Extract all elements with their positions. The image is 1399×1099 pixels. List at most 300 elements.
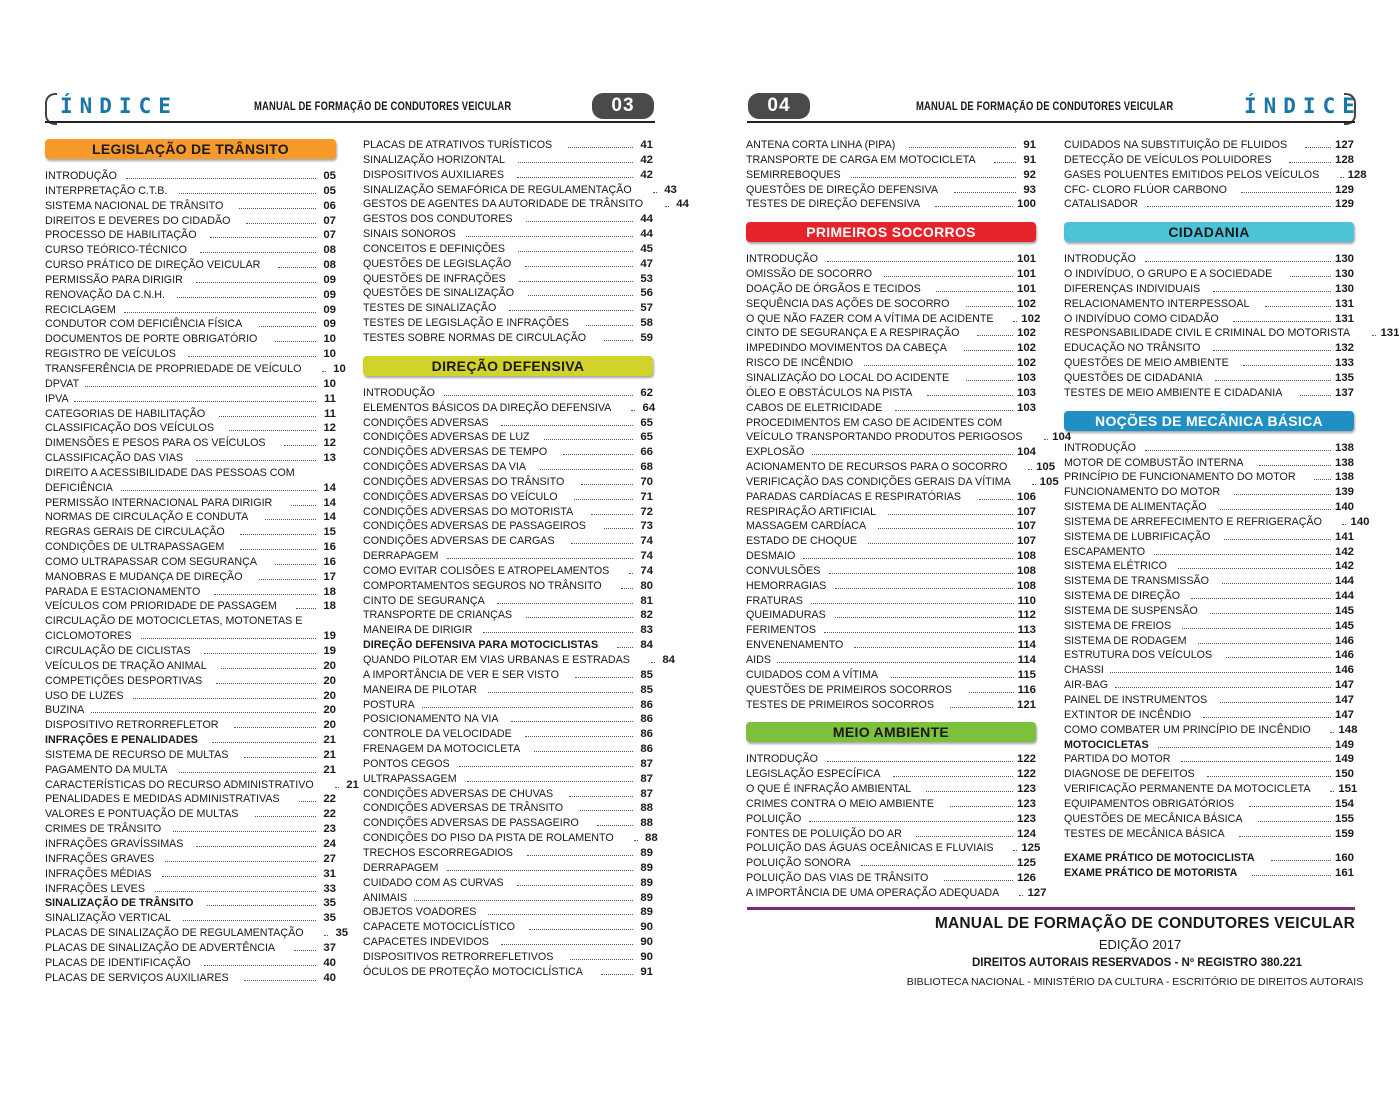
toc-entry[interactable] (363, 965, 653, 980)
toc-entry[interactable] (45, 273, 336, 288)
toc-entry[interactable] (746, 827, 1036, 842)
toc-entry-title: CHASSI (1064, 664, 1104, 677)
toc-entry[interactable] (746, 138, 1036, 153)
toc-entry-title: POLUIÇÃO DAS ÁGUAS OCEÂNICAS E FLUVIAIS (746, 842, 994, 855)
toc-entry[interactable] (1064, 604, 1354, 619)
toc-entry[interactable] (363, 316, 653, 331)
toc-entry-page: 21 (346, 778, 359, 791)
toc-entry[interactable] (45, 882, 336, 897)
dot-leader (422, 707, 633, 708)
toc-entry[interactable] (746, 416, 1072, 446)
toc-entry-page: 102 (1021, 312, 1041, 325)
toc-entry[interactable] (45, 852, 336, 867)
dot-leader (141, 638, 316, 639)
toc-entry[interactable] (363, 816, 653, 831)
toc-entry[interactable] (746, 505, 1036, 520)
toc-entry-title: CLASSIFICAÇÃO DAS VIAS (45, 452, 184, 465)
toc-entry[interactable] (363, 549, 653, 564)
toc-entry[interactable] (45, 644, 336, 659)
toc-entry[interactable] (45, 822, 336, 837)
toc-entry[interactable] (1064, 441, 1354, 456)
toc-entry[interactable] (746, 812, 1036, 827)
toc-entry[interactable] (1064, 782, 1358, 797)
toc-entry[interactable] (45, 659, 336, 674)
toc-entry[interactable] (746, 341, 1036, 356)
toc-entry[interactable] (1064, 559, 1354, 574)
toc-entry[interactable] (746, 668, 1036, 683)
toc-entry[interactable] (1064, 326, 1399, 341)
toc-entry[interactable] (1064, 138, 1354, 153)
toc-entry[interactable] (45, 258, 336, 273)
toc-entry[interactable] (45, 792, 336, 807)
toc-entry[interactable] (1064, 470, 1354, 485)
toc-entry-page: 139 (1334, 486, 1354, 499)
toc-entry-title: CUIDADOS COM A VÍTIMA (746, 668, 879, 681)
toc-entry-page: 16 (323, 555, 336, 568)
toc-entry[interactable] (746, 490, 1036, 505)
toc-entry[interactable] (1064, 634, 1354, 649)
toc-entry[interactable] (1064, 663, 1354, 678)
toc-entry[interactable] (45, 288, 336, 303)
toc-entry-title: SISTEMA DE DIREÇÃO (1064, 590, 1181, 603)
dot-leader (265, 519, 316, 520)
toc-entry-title: RELACIONAMENTO INTERPESSOAL (1064, 297, 1250, 310)
toc-entry[interactable] (363, 416, 653, 431)
toc-entry[interactable] (746, 856, 1036, 871)
toc-entry[interactable] (45, 421, 336, 436)
toc-entry[interactable] (746, 534, 1036, 549)
toc-entry[interactable] (363, 197, 689, 212)
toc-entry[interactable] (45, 377, 336, 392)
toc-entry[interactable] (363, 460, 653, 475)
section-gap (1064, 212, 1354, 222)
dot-leader (651, 662, 655, 663)
toc-entry[interactable] (45, 867, 336, 882)
toc-entry[interactable] (746, 623, 1036, 638)
toc-entry-title: PERMISSÃO PARA DIRIGIR (45, 273, 183, 286)
dot-leader (488, 692, 633, 693)
toc-entry[interactable] (363, 519, 653, 534)
toc-entry-page: 91 (1023, 153, 1036, 166)
toc-entry[interactable] (746, 168, 1036, 183)
dot-leader (525, 266, 633, 267)
toc-entry[interactable] (363, 153, 653, 168)
toc-entry[interactable] (1064, 738, 1354, 753)
manual-title-left: MANUAL DE FORMAÇÃO DE CONDUTORES VEICULAR (254, 101, 512, 113)
toc-entry[interactable] (746, 326, 1036, 341)
dot-leader (1314, 479, 1331, 480)
toc-entry[interactable] (363, 505, 653, 520)
toc-entry-page: 145 (1334, 619, 1354, 632)
dot-leader (1044, 439, 1048, 440)
toc-entry[interactable] (746, 782, 1036, 797)
toc-entry[interactable] (746, 401, 1036, 416)
toc-entry-page: 105 (1036, 461, 1056, 474)
toc-entry[interactable] (363, 801, 653, 816)
dot-leader (994, 162, 1016, 163)
toc-entry[interactable] (45, 184, 336, 199)
toc-entry[interactable] (1064, 708, 1354, 723)
footer-rights: DIREITOS AUTORAIS RESERVADOS - Nº REGISTRO 380.221 (971, 957, 1303, 969)
dot-leader (534, 751, 633, 752)
toc-entry[interactable] (1064, 515, 1370, 530)
toc-entry[interactable] (746, 767, 1036, 782)
toc-entry[interactable] (45, 436, 336, 451)
toc-entry[interactable] (1064, 545, 1354, 560)
toc-entry[interactable] (45, 585, 336, 600)
toc-entry[interactable] (746, 371, 1036, 386)
toc-entry[interactable] (746, 752, 1036, 767)
toc-entry[interactable] (45, 510, 336, 525)
toc-entry[interactable] (363, 653, 675, 668)
toc-entry-page: 68 (640, 461, 653, 474)
toc-entry[interactable] (45, 466, 336, 496)
dot-leader (1028, 469, 1032, 470)
toc-entry[interactable] (746, 445, 1036, 460)
dot-leader (74, 401, 316, 402)
toc-entry[interactable] (363, 608, 653, 623)
toc-entry[interactable] (363, 727, 653, 742)
toc-entry[interactable] (45, 689, 336, 704)
toc-entry[interactable] (363, 683, 653, 698)
toc-entry[interactable] (45, 570, 336, 585)
toc-entry[interactable] (746, 638, 1036, 653)
toc-entry[interactable] (363, 772, 653, 787)
toc-entry[interactable] (746, 579, 1036, 594)
toc-entry-page: 82 (640, 609, 653, 622)
toc-entry-title: TRECHOS ESCORREGADIOS (363, 846, 513, 859)
dot-leader (604, 528, 633, 529)
toc-entry[interactable] (363, 183, 677, 198)
toc-entry[interactable] (45, 733, 336, 748)
toc-entry-page: 125 (1021, 842, 1041, 855)
toc-entry[interactable] (45, 332, 336, 347)
toc-entry[interactable] (363, 668, 653, 683)
toc-entry[interactable] (45, 778, 359, 793)
dot-leader (1181, 761, 1331, 762)
toc-entry[interactable] (1064, 341, 1354, 356)
toc-entry[interactable] (746, 475, 1059, 490)
toc-entry[interactable] (746, 653, 1036, 668)
toc-entry-page: 91 (640, 965, 653, 978)
toc-entry[interactable] (1064, 574, 1354, 589)
toc-entry[interactable] (45, 911, 336, 926)
toc-entry[interactable] (363, 757, 653, 772)
toc-entry[interactable] (363, 920, 653, 935)
toc-entry-page: 146 (1334, 649, 1354, 662)
toc-entry-title: CONDIÇÕES ADVERSAS DA VIA (363, 461, 527, 474)
toc-entry[interactable] (363, 168, 653, 183)
toc-entry[interactable] (363, 623, 653, 638)
toc-entry[interactable] (363, 212, 653, 227)
dot-leader (1191, 598, 1331, 599)
toc-entry-title: MANEIRA DE PILOTAR (363, 683, 478, 696)
toc-entry[interactable] (45, 451, 336, 466)
toc-entry-title: PAGAMENTO DA MULTA (45, 763, 168, 776)
toc-entry-title: QUEIMADURAS (746, 609, 826, 622)
toc-entry-page: 107 (1016, 520, 1036, 533)
toc-entry-title: DIFERENÇAS INDIVIDUAIS (1064, 282, 1201, 295)
toc-entry[interactable] (45, 228, 336, 243)
toc-entry[interactable] (363, 286, 653, 301)
toc-entry[interactable] (45, 807, 336, 822)
toc-entry[interactable] (363, 638, 653, 653)
toc-entry[interactable] (45, 763, 336, 778)
toc-entry[interactable] (1064, 500, 1354, 515)
toc-entry[interactable] (1064, 866, 1354, 881)
toc-entry-page: 121 (1016, 698, 1036, 711)
toc-entry-page: 08 (323, 244, 336, 257)
toc-entry[interactable] (45, 317, 336, 332)
toc-entry[interactable] (363, 876, 653, 891)
toc-entry[interactable] (363, 430, 653, 445)
dot-leader (812, 454, 1013, 455)
toc-entry[interactable] (45, 169, 336, 184)
toc-entry[interactable] (1064, 183, 1354, 198)
toc-entry[interactable] (45, 362, 346, 377)
toc-entry[interactable] (45, 718, 336, 733)
toc-entry[interactable] (363, 891, 653, 906)
toc-entry-page: 131 (1334, 297, 1354, 310)
toc-entry[interactable] (363, 950, 653, 965)
toc-entry[interactable] (746, 282, 1036, 297)
toc-entry[interactable] (45, 674, 336, 689)
toc-entry[interactable] (363, 831, 658, 846)
toc-entry[interactable] (1064, 312, 1354, 327)
toc-entry[interactable] (1064, 767, 1354, 782)
toc-entry[interactable] (363, 301, 653, 316)
toc-entry[interactable] (45, 392, 336, 407)
dot-leader (1252, 875, 1331, 876)
dot-leader (497, 603, 633, 604)
toc-entry[interactable] (1064, 386, 1354, 401)
toc-entry[interactable] (45, 837, 336, 852)
toc-entry-page: 144 (1334, 575, 1354, 588)
toc-entry[interactable] (45, 243, 336, 258)
toc-entry[interactable] (45, 525, 336, 540)
toc-entry[interactable] (1064, 752, 1354, 767)
toc-entry[interactable] (746, 698, 1036, 713)
toc-entry-title-continued: DEFICIÊNCIA (45, 481, 113, 494)
toc-entry-page: 09 (323, 273, 336, 286)
toc-entry[interactable] (45, 496, 336, 511)
toc-entry-page: 57 (640, 302, 653, 315)
toc-entry[interactable] (363, 257, 653, 272)
toc-entry[interactable] (363, 401, 656, 416)
toc-entry[interactable] (746, 267, 1036, 282)
toc-entry-title: CURSO PRÁTICO DE DIREÇÃO VEICULAR (45, 259, 261, 272)
toc-entry-title: FONTES DE POLUIÇÃO DO AR (746, 827, 902, 840)
toc-entry-page: 114 (1017, 654, 1036, 666)
toc-entry[interactable] (1064, 797, 1354, 812)
toc-entry[interactable] (363, 698, 653, 713)
toc-entry[interactable] (746, 460, 1056, 475)
toc-entry[interactable] (45, 555, 336, 570)
toc-entry[interactable] (746, 183, 1036, 198)
toc-entry[interactable] (363, 227, 653, 242)
dot-leader (893, 776, 1013, 777)
toc-entry[interactable] (1064, 197, 1354, 212)
toc-entry-page: 127 (1334, 139, 1354, 151)
toc-entry[interactable] (746, 841, 1041, 856)
toc-entry[interactable] (363, 846, 653, 861)
toc-entry[interactable] (746, 797, 1036, 812)
toc-entry[interactable] (45, 703, 336, 718)
toc-entry[interactable] (45, 303, 336, 318)
toc-entry-page: 15 (323, 526, 336, 539)
toc-entry[interactable] (1064, 153, 1354, 168)
toc-entry[interactable] (363, 564, 653, 579)
toc-entry[interactable] (1064, 456, 1354, 471)
toc-entry[interactable] (45, 926, 349, 941)
dot-leader (229, 430, 316, 431)
toc-entry[interactable] (1064, 827, 1354, 842)
toc-entry[interactable] (45, 214, 336, 229)
toc-entry[interactable] (363, 742, 653, 757)
toc-entry[interactable] (746, 886, 1047, 901)
toc-entry-title: ESTADO DE CHOQUE (746, 535, 858, 548)
toc-entry[interactable] (1064, 252, 1354, 267)
toc-entry[interactable] (746, 297, 1036, 312)
toc-entry[interactable] (746, 197, 1036, 212)
dot-leader (888, 514, 1013, 515)
toc-entry[interactable] (1064, 530, 1354, 545)
toc-entry[interactable] (45, 956, 336, 971)
toc-entry[interactable] (746, 549, 1036, 564)
toc-entry-page: 149 (1334, 753, 1354, 766)
toc-entry-page: 16 (323, 541, 336, 554)
toc-entry[interactable] (45, 896, 336, 911)
toc-entry-page: 101 (1016, 282, 1036, 295)
toc-entry[interactable] (363, 787, 653, 802)
toc-entry[interactable] (363, 712, 653, 727)
toc-entry-page: 90 (640, 936, 653, 949)
toc-entry[interactable] (1064, 267, 1354, 282)
toc-entry[interactable] (746, 683, 1036, 698)
toc-entry-title: ÓCULOS DE PROTEÇÃO MOTOCICLÍSTICA (363, 965, 583, 978)
toc-entry[interactable] (746, 386, 1036, 401)
dot-leader (324, 935, 328, 936)
dot-leader (1154, 554, 1331, 555)
toc-entry[interactable] (746, 519, 1036, 534)
toc-entry-page: 07 (323, 229, 336, 242)
toc-entry[interactable] (746, 608, 1036, 623)
toc-entry[interactable] (363, 331, 653, 346)
toc-entry[interactable] (45, 347, 336, 362)
dot-leader (591, 514, 633, 515)
toc-entry[interactable] (363, 579, 653, 594)
dot-leader (629, 573, 633, 574)
toc-entry[interactable] (746, 252, 1036, 267)
toc-entry[interactable] (363, 905, 653, 920)
toc-column-2 (363, 138, 689, 980)
toc-entry[interactable] (363, 272, 653, 287)
toc-entry-title: SISTEMA DE RECURSO DE MULTAS (45, 748, 229, 761)
toc-entry[interactable] (746, 594, 1036, 609)
toc-entry[interactable] (45, 407, 336, 422)
toc-entry-title: CONTROLE DA VELOCIDADE (363, 728, 512, 741)
toc-entry-title: DISPOSITIVOS RETRORREFLETIVOS (363, 950, 554, 963)
toc-entry[interactable] (363, 594, 653, 609)
toc-entry-title: SISTEMA DE ALIMENTAÇÃO (1064, 501, 1207, 514)
dot-leader (278, 267, 316, 268)
toc-entry[interactable] (45, 971, 336, 986)
toc-entry-page: 105 (1039, 475, 1059, 488)
toc-entry[interactable] (746, 871, 1036, 886)
dot-leader (597, 825, 633, 826)
toc-entry[interactable] (363, 861, 653, 876)
toc-entry[interactable] (45, 540, 336, 555)
toc-entry[interactable] (746, 356, 1036, 371)
toc-entry[interactable] (1064, 371, 1354, 386)
toc-entry-page: 19 (323, 645, 336, 657)
toc-entry-title: PLACAS DE IDENTIFICAÇÃO (45, 956, 191, 969)
toc-entry[interactable] (1064, 619, 1354, 634)
toc-entry[interactable] (1064, 812, 1354, 827)
toc-entry[interactable] (1064, 168, 1367, 183)
toc-entry[interactable] (45, 599, 336, 614)
dot-leader (239, 208, 316, 209)
toc-entry[interactable] (1064, 356, 1354, 371)
toc-entry[interactable] (1064, 589, 1354, 604)
toc-entry[interactable] (746, 153, 1036, 168)
footer-library: BIBLIOTECA NACIONAL - MINISTÉRIO DA CULTURA - ESCRITÓRIO DE DIREITOS AUTORAIS (906, 976, 1364, 988)
toc-entry-page: 102 (1016, 297, 1036, 310)
toc-entry[interactable] (363, 242, 653, 257)
toc-entry[interactable] (45, 199, 336, 214)
toc-entry[interactable] (1064, 851, 1354, 866)
toc-entry-page: 131 (1334, 312, 1354, 325)
toc-entry-title: VERIFICAÇÃO PERMANENTE DA MOTOCICLETA (1064, 783, 1311, 796)
toc-entry-title: QUESTÕES DE MECÂNICA BÁSICA (1064, 812, 1243, 825)
toc-entry-page: 12 (323, 422, 336, 435)
dot-leader (809, 821, 1013, 822)
toc-entry[interactable] (363, 445, 653, 460)
toc-entry-title: QUESTÕES DE INFRAÇÕES (363, 272, 506, 285)
toc-entry[interactable] (746, 564, 1036, 579)
toc-entry[interactable] (363, 935, 653, 950)
toc-entry[interactable] (45, 941, 336, 956)
toc-entry-title: MASSAGEM CARDÍACA (746, 520, 867, 533)
toc-entry[interactable] (363, 386, 653, 401)
toc-entry[interactable] (363, 534, 653, 549)
toc-entry-page: 160 (1334, 852, 1354, 865)
page-number-left: 03 (592, 93, 654, 119)
toc-entry[interactable] (363, 138, 653, 153)
toc-entry[interactable] (746, 312, 1041, 327)
toc-entry-title: COMPETIÇÕES DESPORTIVAS (45, 674, 203, 687)
toc-entry[interactable] (45, 748, 336, 763)
toc-entry[interactable] (1064, 282, 1354, 297)
dot-leader (447, 558, 633, 559)
toc-entry[interactable] (1064, 678, 1354, 693)
toc-entry-title: DESMAIO (746, 550, 796, 563)
toc-entry-page: 140 (1334, 501, 1354, 514)
dot-leader (284, 445, 316, 446)
toc-entry[interactable] (1064, 693, 1354, 708)
toc-entry[interactable] (1064, 485, 1354, 500)
toc-entry-page: 74 (640, 564, 654, 577)
toc-entry-page: 89 (640, 876, 653, 889)
toc-entry[interactable] (1064, 723, 1358, 738)
dot-leader (1233, 321, 1331, 322)
toc-entry[interactable] (1064, 648, 1354, 663)
toc-entry-page: 142 (1334, 545, 1354, 558)
toc-entry[interactable] (363, 475, 653, 490)
toc-entry[interactable] (45, 614, 336, 644)
toc-entry[interactable] (1064, 297, 1354, 312)
toc-entry[interactable] (363, 490, 653, 505)
